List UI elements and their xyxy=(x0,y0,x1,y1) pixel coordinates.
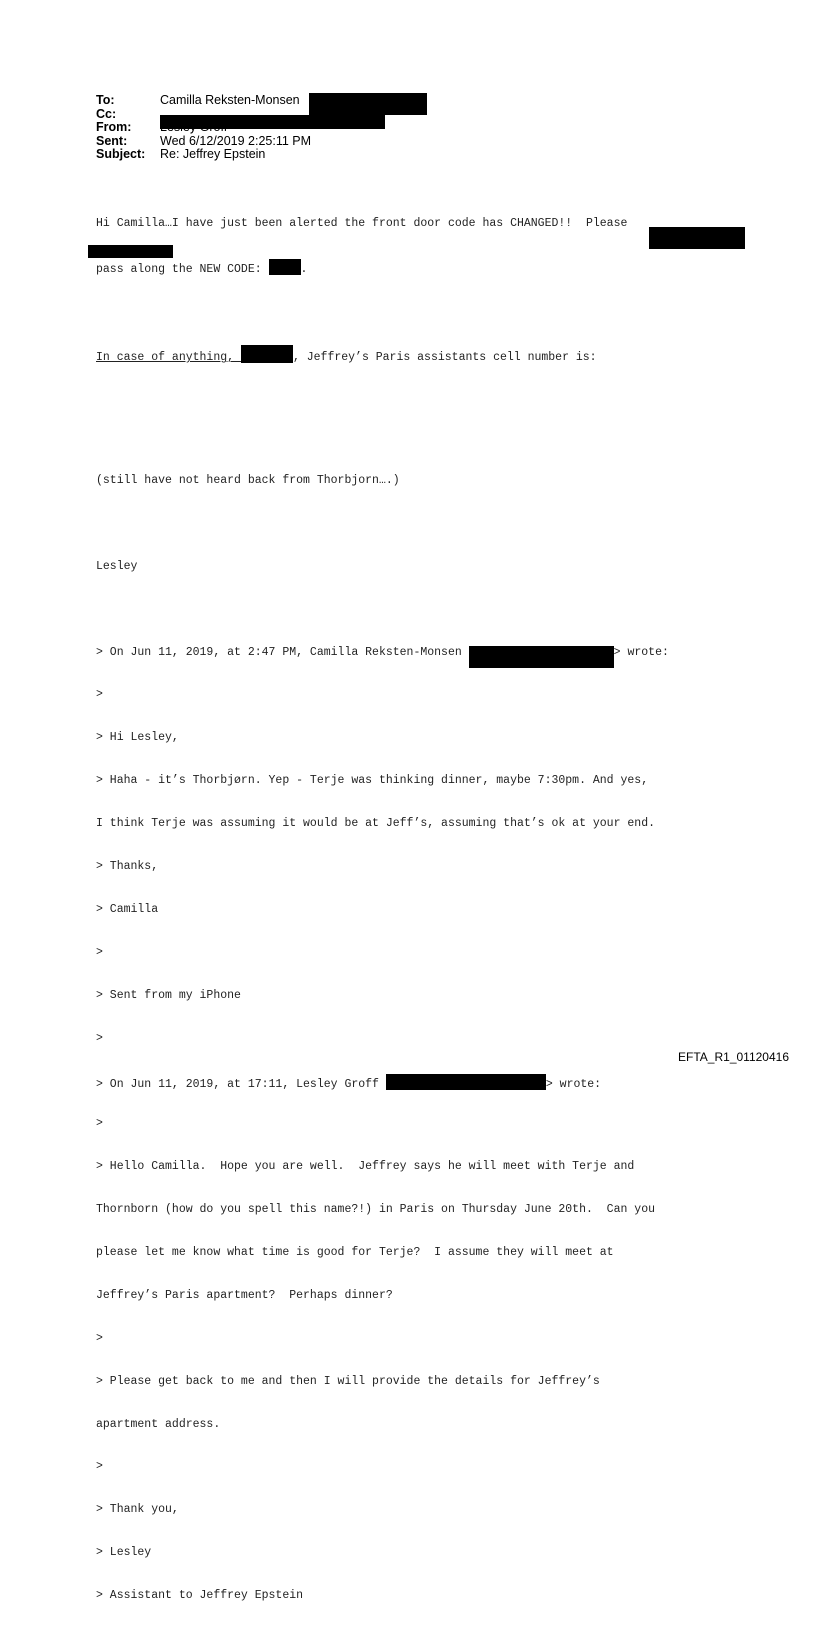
quoted-line xyxy=(96,1074,736,1092)
quoted-line xyxy=(96,646,736,660)
from-label: From: xyxy=(96,120,132,134)
quoted-line: please let me know what time is good for Terje? I assume they will meet at xyxy=(96,1245,614,1259)
to-label: To: xyxy=(96,93,115,107)
quoted-line: apartment address. xyxy=(96,1417,221,1431)
quoted-line: > xyxy=(96,1331,103,1345)
sent-label: Sent: xyxy=(96,133,128,148)
quoted-line: > xyxy=(96,1460,103,1474)
subject-value: Re: Jeffrey Epstein xyxy=(160,147,266,161)
redaction-phone-number-wrap xyxy=(88,245,173,258)
quoted-line: Jeffrey’s Paris apartment? Perhaps dinner? xyxy=(96,1288,393,1302)
quoted-text: > wrote: xyxy=(545,1078,602,1092)
quoted-line: > xyxy=(96,1117,103,1131)
quoted-line: > Thank you, xyxy=(96,1503,179,1517)
quoted-line: > Lesley xyxy=(96,1546,152,1560)
quoted-text: > On Jun 11, 2019, at 2:47 PM, Camilla Reksten-Monsen xyxy=(96,645,469,659)
quoted-line: > Please get back to me and then I will provide the details for Jeffrey’s xyxy=(96,1374,600,1388)
redaction-phone-number xyxy=(649,227,745,249)
redaction-lesley-email xyxy=(386,1074,546,1090)
redaction-cc xyxy=(160,115,385,129)
body-line xyxy=(96,259,736,277)
redaction-camilla-email xyxy=(469,646,614,668)
document-id: EFTA_R1_01120416 xyxy=(678,1050,789,1064)
redaction-door-code xyxy=(269,259,301,275)
quoted-line: > Haha - it’s Thorbjørn. Yep - Terje was thinking dinner, maybe 7:30pm. And yes, xyxy=(96,774,649,788)
body-text: pass along the NEW CODE: xyxy=(96,263,269,277)
body-line: Hi Camilla…I have just been alerted the front door code has CHANGED!! Please xyxy=(96,216,628,230)
body-line xyxy=(96,345,736,365)
body-text: , Jeffrey’s Paris assistants cell number is: xyxy=(292,351,604,365)
quoted-line: > Assistant to Jeffrey Epstein xyxy=(96,1589,304,1603)
quoted-line: > xyxy=(96,1031,103,1045)
to-value: Camilla Reksten-Monsen xyxy=(160,93,300,107)
quoted-line: > xyxy=(96,688,103,702)
quoted-text: > On Jun 11, 2019, at 17:11, Lesley Groff xyxy=(96,1078,386,1092)
body-line: Lesley xyxy=(96,559,138,573)
quoted-line: > Hello Camilla. Hope you are well. Jeffrey says he will meet with Terje and xyxy=(96,1160,635,1174)
cc-label: Cc: xyxy=(96,106,117,121)
redaction-to-email xyxy=(309,93,427,115)
body-text: In case of anything, xyxy=(96,351,241,365)
quoted-line: > Camilla xyxy=(96,902,159,916)
body-line: (still have not heard back from Thorbjorn….) xyxy=(96,473,400,487)
subject-label: Subject: xyxy=(96,147,146,161)
sent-value: Wed 6/12/2019 2:25:11 PM xyxy=(160,133,312,148)
email-body xyxy=(96,188,736,1632)
quoted-line: > xyxy=(96,945,103,959)
quoted-line: > Thanks, xyxy=(96,859,159,873)
quoted-text: > wrote: xyxy=(613,645,669,659)
body-text: . xyxy=(300,263,308,277)
quoted-line: > Sent from my iPhone xyxy=(96,988,241,1002)
quoted-line: I think Terje was assuming it would be at Jeff’s, assuming that’s ok at your end. xyxy=(96,817,655,831)
quoted-line: > Hi Lesley, xyxy=(96,731,179,745)
quoted-line: Thornborn (how do you spell this name?!) in Paris on Thursday June 20th. Can you xyxy=(96,1203,655,1217)
redaction-assistant-name xyxy=(241,345,293,363)
